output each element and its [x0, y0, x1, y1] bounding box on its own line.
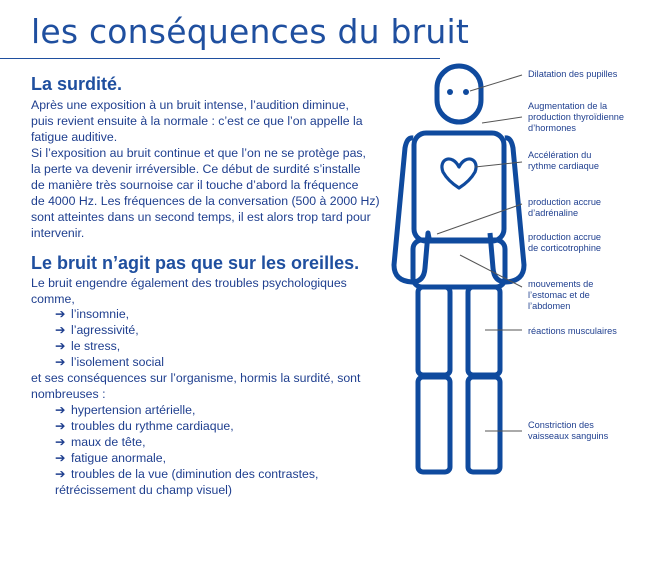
section-heading-other-effects: Le bruit n’agit pas que sur les oreilles.: [31, 253, 360, 273]
label-heart-rate: Accélération du rythme cardiaque: [528, 150, 599, 171]
label-stomach-movements: mouvements de l’estomac et de l’abdomen: [528, 279, 594, 311]
left-shin-shape: [418, 377, 450, 472]
arrow-icon: ➔: [55, 451, 66, 465]
left-eye-dot: [447, 89, 453, 95]
list-item: ➔ l’agressivité,: [55, 323, 139, 337]
deafness-paragraph: [31, 97, 380, 241]
deafness-line: Si l’exposition au bruit continue et que l’on ne se protège pas,: [31, 146, 366, 160]
list-item: ➔ fatigue anormale,: [55, 451, 167, 465]
deafness-line: sont atteintes dans un second temps, il est alors trop tard pour: [31, 210, 371, 224]
left-thigh-shape: [418, 287, 450, 375]
consequences-line: et ses conséquences sur l’organisme, hormis la surdité, sont: [31, 371, 361, 385]
label-pupil-dilation: Dilatation des pupilles: [528, 69, 618, 79]
label-corticotrophin: production accrue de corticotrophine: [528, 232, 602, 253]
label-vessel-constriction: Constriction des vaisseaux sanguins: [528, 420, 609, 441]
deafness-line: puis revient ensuite à la normale : c’est ce que l’on appelle la: [31, 114, 363, 128]
arrow-icon: ➔: [55, 355, 66, 369]
arrow-icon: ➔: [55, 339, 66, 353]
leader-line-adrenaline: [437, 204, 522, 234]
psychological-effects-list: [55, 306, 164, 370]
label-muscle-reactions: réactions musculaires: [528, 326, 617, 336]
right-eye-dot: [463, 89, 469, 95]
intro-line: comme,: [31, 292, 75, 306]
deafness-line: de 4000 Hz. Les fréquences de la conversation (500 à 2000 Hz): [31, 194, 380, 208]
list-item: ➔ troubles de la vue (diminution des contrastes,: [55, 467, 319, 481]
heart-icon: [442, 159, 476, 188]
physical-effects-list: [55, 402, 318, 482]
consequences-paragraph: [31, 370, 360, 402]
list-continuation: rétrécissement du champ visuel): [55, 483, 233, 497]
list-item: ➔ l’insomnie,: [55, 307, 130, 321]
deafness-line: Après une exposition à un bruit intense, l’audition diminue,: [31, 98, 349, 112]
deafness-line: fatigue auditive.: [31, 130, 118, 144]
deafness-line: la perte va devenir irréversible. Ce début de surdité s’installe: [31, 162, 361, 176]
consequences-line: nombreuses :: [31, 387, 106, 401]
arrow-icon: ➔: [55, 419, 66, 433]
list-item: ➔ maux de tête,: [55, 435, 146, 449]
arrow-icon: ➔: [55, 307, 66, 321]
arrow-icon: ➔: [55, 403, 66, 417]
list-item: ➔ l’isolement social: [55, 355, 164, 369]
deafness-line: intervenir.: [31, 226, 85, 240]
label-thyroid: Augmentation de la production thyroïdienne d’hormones: [528, 101, 625, 133]
leader-line-thyroid: [482, 117, 522, 123]
title-underline: [0, 58, 440, 59]
list-item: ➔ le stress,: [55, 339, 121, 353]
deafness-line: de manière très sournoise car il touche d’abord la fréquence: [31, 178, 359, 192]
intro-line: Le bruit engendre également des troubles psychologiques: [31, 276, 347, 290]
head-shape: [437, 66, 481, 122]
right-thigh-shape: [468, 287, 500, 375]
label-adrenaline: production accrue d’adrénaline: [528, 197, 602, 218]
section-heading-deafness: La surdité.: [31, 74, 123, 94]
arrow-icon: ➔: [55, 323, 66, 337]
arrow-icon: ➔: [55, 467, 66, 481]
list-item: ➔ troubles du rythme cardiaque,: [55, 419, 234, 433]
page-title: les conséquences du bruit: [31, 12, 469, 51]
intro-paragraph: [31, 275, 347, 307]
right-shin-shape: [468, 377, 500, 472]
arrow-icon: ➔: [55, 435, 66, 449]
list-item: ➔ hypertension artérielle,: [55, 403, 196, 417]
